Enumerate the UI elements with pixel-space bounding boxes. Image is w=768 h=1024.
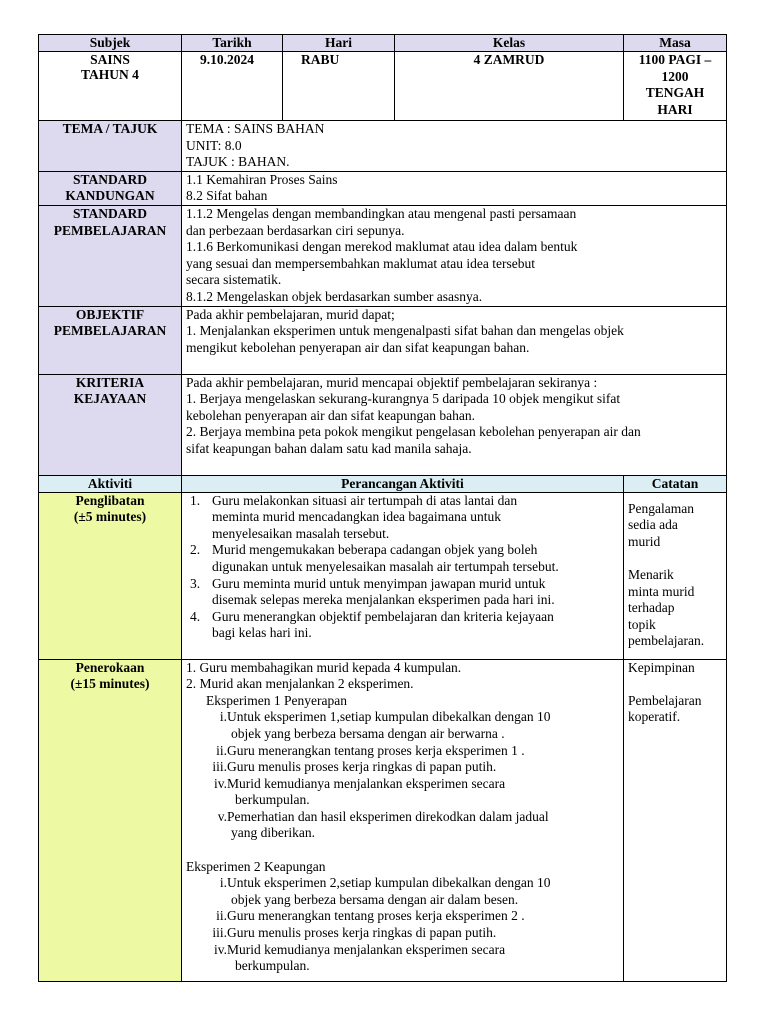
- standard-kandungan-row: [39, 171, 727, 205]
- item-text: [227, 776, 619, 809]
- list-item: [186, 743, 619, 760]
- subjek-header: Subjek: [39, 35, 182, 52]
- list-item: [186, 908, 619, 925]
- aktiviti-header: Aktiviti: [39, 475, 182, 492]
- label-line: STANDARD: [72, 205, 147, 221]
- item-number: iii.: [212, 759, 227, 775]
- text-line: berkumpulan.: [235, 792, 310, 808]
- note-line: Pengalaman: [628, 500, 694, 516]
- item-number: i.: [219, 709, 227, 725]
- kelas-header: Kelas: [395, 35, 624, 52]
- item-text: Guru menulis proses kerja ringkas di papan putih.: [227, 759, 497, 775]
- label-line: (±15 minutes): [70, 676, 150, 692]
- masa-line: 1200: [661, 68, 689, 84]
- text-line: 2. Berjaya membina peta pokok mengikut pengelasan kebolehan penyerapan air dan: [186, 424, 641, 440]
- item-number: ii.: [216, 908, 227, 924]
- penerokaan-row: [39, 659, 727, 981]
- text-line: 1. Guru membahagikan murid kepada 4 kumpulan.: [186, 659, 462, 675]
- list-item: [186, 942, 619, 975]
- note-line: koperatif.: [628, 709, 681, 725]
- text-line: Guru menerangkan objektif pembelajaran dan kriteria kejayaan: [212, 608, 554, 624]
- masa-cell: [624, 52, 727, 121]
- subjek-cell: [39, 52, 182, 121]
- objektif-content: [182, 306, 727, 374]
- label-line: KANDUNGAN: [65, 188, 155, 204]
- hari-header: Hari: [283, 35, 395, 52]
- label-line: STANDARD: [72, 171, 147, 187]
- item-number: iii.: [212, 925, 227, 941]
- item-number: 3.: [190, 575, 201, 591]
- penglibatan-catatan: [624, 492, 727, 659]
- penerokaan-label: [39, 659, 182, 981]
- item-number: iv.: [214, 775, 227, 791]
- objektif-label: [39, 306, 182, 374]
- text-line: Murid kemudianya menjalankan eksperimen secara: [227, 941, 506, 957]
- experiment-1-title: Eksperimen 1 Penyerapan: [206, 692, 347, 708]
- info-row: [39, 52, 727, 121]
- text-line: mengikut kebolehan penyerapan air dan sifat keapungan bahan.: [186, 339, 530, 355]
- label-line: PEMBELAJARAN: [53, 222, 167, 238]
- kelas-value: 4 ZAMRUD: [395, 52, 624, 121]
- list-item: [186, 759, 619, 776]
- penglibatan-row: [39, 492, 727, 659]
- item-number: iv.: [214, 941, 227, 957]
- text-line: Untuk eksperimen 1,setiap kumpulan dibekalkan dengan 10: [227, 709, 551, 725]
- note-line: minta murid: [628, 583, 695, 599]
- text-line: Murid kemudianya menjalankan eksperimen secara: [227, 775, 506, 791]
- text-line: Untuk eksperimen 2,setiap kumpulan dibekalkan dengan 10: [227, 875, 551, 891]
- label-line: OBJEKTIF: [75, 306, 145, 322]
- text-line: secara sistematik.: [186, 272, 282, 288]
- list-item: [186, 709, 619, 742]
- tema-label: TEMA / TAJUK: [39, 121, 182, 172]
- penglibatan-content: [182, 492, 624, 659]
- item-text: [212, 493, 619, 543]
- item-number: v.: [217, 808, 227, 824]
- text-line: bagi kelas hari ini.: [212, 625, 312, 641]
- item-number: 4.: [190, 608, 201, 624]
- text-line: 1.1 Kemahiran Proses Sains: [186, 171, 338, 187]
- note-line: Menarik: [628, 566, 674, 582]
- list-item: [186, 776, 619, 809]
- masa-line: HARI: [657, 101, 693, 117]
- item-text: [227, 809, 619, 842]
- item-text: [212, 576, 619, 609]
- tarikh-header: Tarikh: [182, 35, 283, 52]
- list-item: [186, 609, 619, 642]
- penerokaan-catatan: [624, 659, 727, 981]
- item-number: ii.: [216, 742, 227, 758]
- item-text: [227, 709, 619, 742]
- tajuk-line: TAJUK : BAHAN.: [186, 154, 290, 170]
- text-line: Pada akhir pembelajaran, murid mencapai objektif pembelajaran sekiranya :: [186, 374, 598, 390]
- text-line: objek yang berbeza bersama dengan air berwarna .: [231, 725, 505, 741]
- tema-content: [182, 121, 727, 172]
- note-line: sedia ada: [628, 517, 678, 533]
- list-item: [186, 576, 619, 609]
- list-item: [186, 542, 619, 575]
- tema-line: TEMA : SAINS BAHAN: [186, 121, 325, 136]
- lesson-plan-table: [38, 34, 727, 982]
- text-line: digunakan untuk menyelesaikan masalah air tertumpah tersebut.: [212, 558, 559, 574]
- text-line: Murid mengemukakan beberapa cadangan objek yang boleh: [212, 542, 538, 558]
- subjek-value: SAINS: [90, 52, 130, 67]
- note-line: topik: [628, 616, 656, 632]
- label-line: (±5 minutes): [73, 509, 147, 525]
- text-line: 1. Berjaya mengelaskan sekurang-kurangnya 5 daripada 10 objek mengikut sifat: [186, 391, 621, 407]
- label-line: Penerokaan: [75, 659, 145, 675]
- item-text: [212, 542, 619, 575]
- note-line: murid: [628, 533, 661, 549]
- text-line: Pemerhatian dan hasil eksperimen direkodkan dalam jadual: [227, 808, 549, 824]
- text-line: Guru meminta murid untuk menyimpan jawapan murid untuk: [212, 575, 546, 591]
- experiment-2-title: Eksperimen 2 Keapungan: [186, 858, 326, 874]
- kriteria-label: [39, 374, 182, 475]
- header-row: [39, 35, 727, 52]
- standard-pembelajaran-label: [39, 205, 182, 306]
- text-line: kebolehan penyerapan air dan sifat keapungan bahan.: [186, 407, 475, 423]
- text-line: berkumpulan.: [235, 958, 310, 974]
- masa-line: 1100 PAGI –: [638, 52, 712, 67]
- activity-header-row: [39, 475, 727, 492]
- list-item: [186, 809, 619, 842]
- text-line: menyelesaikan masalah tersebut.: [212, 525, 390, 541]
- tema-row: [39, 121, 727, 172]
- text-line: sifat keapungan bahan dalam satu kad manila sahaja.: [186, 440, 472, 456]
- item-number: 1.: [190, 492, 201, 508]
- catatan-header: Catatan: [624, 475, 727, 492]
- text-line: disemak selepas mereka menjalankan eksperimen pada hari ini.: [212, 592, 555, 608]
- text-line: meminta murid mencadangkan idea bagaimana untuk: [212, 509, 502, 525]
- perancangan-header: Perancangan Aktiviti: [182, 475, 624, 492]
- text-line: 1. Menjalankan eksperimen untuk mengenalpasti sifat bahan dan mengelas objek: [186, 323, 624, 339]
- note-line: Kepimpinan: [628, 659, 695, 675]
- text-line: Pada akhir pembelajaran, murid dapat;: [186, 306, 395, 322]
- label-line: Penglibatan: [75, 492, 145, 508]
- item-text: Guru menulis proses kerja ringkas di papan putih.: [227, 925, 497, 941]
- hari-value: RABU: [283, 52, 395, 121]
- masa-header: Masa: [624, 35, 727, 52]
- penglibatan-label: [39, 492, 182, 659]
- standard-kandungan-content: [182, 171, 727, 205]
- list-item: [186, 493, 619, 543]
- text-line: 2. Murid akan menjalankan 2 eksperimen.: [186, 676, 414, 692]
- kriteria-content: [182, 374, 727, 475]
- label-line: PEMBELAJARAN: [53, 323, 167, 339]
- tahun-value: TAHUN 4: [81, 67, 139, 82]
- text-line: objek yang berbeza bersama dengan air dalam besen.: [231, 891, 519, 907]
- item-text: [212, 609, 619, 642]
- note-line: terhadap: [628, 600, 675, 616]
- text-line: dan perbezaan berdasarkan ciri sepunya.: [186, 222, 405, 238]
- standard-kandungan-label: [39, 171, 182, 205]
- text-line: yang diberikan.: [231, 825, 315, 841]
- item-text: Guru menerangkan tentang proses kerja eksperimen 2 .: [227, 908, 525, 924]
- text-line: Guru melakonkan situasi air tertumpah di atas lantai dan: [212, 492, 518, 508]
- standard-pembelajaran-row: [39, 205, 727, 306]
- list-item: [186, 875, 619, 908]
- note-line: Pembelajaran: [628, 692, 702, 708]
- label-line: KEJAYAAN: [73, 391, 147, 407]
- text-line: 1.1.6 Berkomunikasi dengan merekod maklumat atau idea dalam bentuk: [186, 239, 578, 255]
- kriteria-row: [39, 374, 727, 475]
- text-line: yang sesuai dan mempersembahkan maklumat atau idea tersebut: [186, 255, 536, 271]
- item-number: i.: [219, 875, 227, 891]
- list-item: [186, 925, 619, 942]
- text-line: 8.2 Sifat bahan: [186, 188, 268, 204]
- item-text: Guru menerangkan tentang proses kerja eksperimen 1 .: [227, 742, 525, 758]
- label-line: KRITERIA: [75, 374, 145, 390]
- item-number: 2.: [190, 542, 201, 558]
- penerokaan-content: [182, 659, 624, 981]
- note-line: pembelajaran.: [628, 633, 705, 649]
- tarikh-value: 9.10.2024: [182, 52, 283, 121]
- objektif-row: [39, 306, 727, 374]
- text-line: 8.1.2 Mengelaskan objek berdasarkan sumber asasnya.: [186, 288, 483, 304]
- unit-line: UNIT: 8.0: [186, 137, 242, 153]
- masa-line: TENGAH: [645, 85, 705, 101]
- text-line: 1.1.2 Mengelas dengan membandingkan atau mengenal pasti persamaan: [186, 205, 577, 221]
- standard-pembelajaran-content: [182, 205, 727, 306]
- item-text: [227, 875, 619, 908]
- item-text: [227, 942, 619, 975]
